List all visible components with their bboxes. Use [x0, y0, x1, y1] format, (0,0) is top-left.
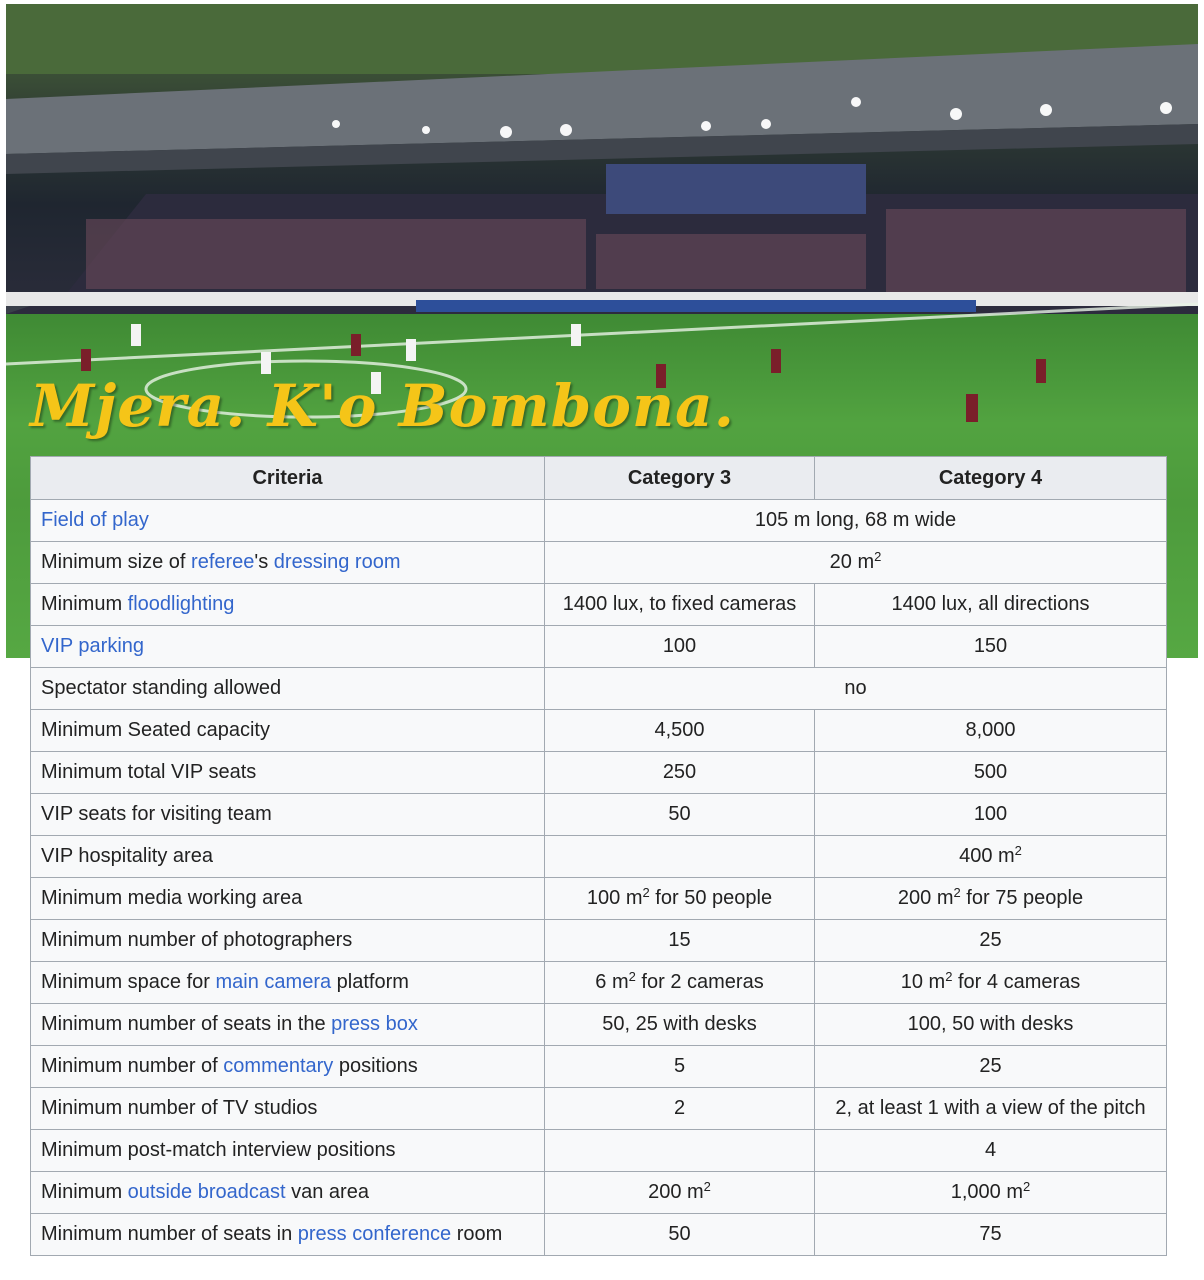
merged-value-cell: [545, 500, 1167, 542]
category-4-cell-value: 10 m: [900, 971, 946, 993]
category-4-cell-superscript: 2: [1023, 1179, 1031, 1194]
criteria-cell: [31, 878, 545, 920]
category-4-cell: [815, 1088, 1167, 1130]
category-4-cell-suffix: for 75 people: [960, 887, 1084, 909]
criteria-link[interactable]: Field of play: [41, 509, 149, 531]
category-3-cell-value: 250: [662, 761, 697, 783]
table-row: [31, 626, 1167, 668]
header-row: [31, 457, 1167, 500]
table-row: [31, 1172, 1167, 1214]
category-3-cell: [545, 1046, 815, 1088]
criteria-text: Minimum space for: [41, 971, 216, 993]
category-3-cell: [545, 794, 815, 836]
category-4-cell: [815, 1214, 1167, 1256]
category-3-cell-value: 15: [668, 929, 691, 951]
criteria-table: [30, 456, 1167, 1256]
category-3-cell: [545, 752, 815, 794]
category-4-cell-value: 100, 50 with desks: [907, 1013, 1074, 1035]
criteria-text: Minimum number of seats in: [41, 1223, 298, 1245]
category-3-cell: [545, 962, 815, 1004]
criteria-cell: [31, 710, 545, 752]
criteria-link[interactable]: referee: [191, 551, 255, 573]
table-row: [31, 668, 1167, 710]
criteria-cell: [31, 920, 545, 962]
category-3-cell: [545, 1130, 815, 1172]
criteria-text: VIP hospitality area: [41, 845, 213, 867]
category-4-cell: [815, 626, 1167, 668]
merged-value-cell: [545, 668, 1167, 710]
category-4-cell: [815, 1004, 1167, 1046]
category-3-cell: [545, 1172, 815, 1214]
header-category-3: Category 3: [545, 457, 815, 500]
category-3-cell: [545, 836, 815, 878]
criteria-text: Spectator standing allowed: [41, 677, 282, 699]
category-3-cell: [545, 920, 815, 962]
criteria-cell: [31, 1130, 545, 1172]
category-3-cell: [545, 626, 815, 668]
criteria-link[interactable]: press box: [331, 1013, 418, 1035]
criteria-text: Minimum total VIP seats: [41, 761, 257, 783]
table-body: [31, 500, 1167, 1256]
category-3-cell: [545, 1004, 815, 1046]
criteria-cell: [31, 962, 545, 1004]
criteria-link[interactable]: VIP parking: [41, 635, 145, 657]
category-3-cell-superscript: 2: [703, 1179, 711, 1194]
merged-value-cell-value: no: [844, 677, 867, 699]
category-4-cell: [815, 962, 1167, 1004]
criteria-link[interactable]: press conference: [297, 1223, 452, 1245]
category-3-cell-superscript: 2: [642, 885, 650, 900]
criteria-text: Minimum post-match interview positions: [41, 1139, 396, 1161]
header-category-4: Category 4: [815, 457, 1167, 500]
category-4-cell-value: 200 m: [897, 887, 954, 909]
criteria-text: Minimum number of: [41, 1055, 224, 1077]
criteria-cell: [31, 1172, 545, 1214]
category-4-cell: [815, 584, 1167, 626]
category-4-cell-suffix: for 4 cameras: [952, 971, 1081, 993]
category-4-cell-value: 150: [973, 635, 1008, 657]
category-4-cell-value: 2, at least 1 with a view of the pitch: [835, 1097, 1146, 1119]
criteria-text: Minimum: [41, 593, 128, 615]
criteria-text: VIP seats for visiting team: [41, 803, 272, 825]
criteria-text: Minimum Seated capacity: [41, 719, 270, 741]
category-4-cell: [815, 1046, 1167, 1088]
category-4-cell-value: 500: [973, 761, 1008, 783]
criteria-text: Minimum number of seats in the: [41, 1013, 332, 1035]
category-4-cell-value: 100: [973, 803, 1008, 825]
category-4-cell-value: 75: [979, 1223, 1002, 1245]
category-4-cell: [815, 920, 1167, 962]
category-4-cell-value: 1,000 m: [950, 1181, 1024, 1203]
table-row: [31, 920, 1167, 962]
category-4-cell-value: 1400 lux, all directions: [891, 593, 1090, 615]
category-4-cell: [815, 1172, 1167, 1214]
merged-value-cell-superscript: 2: [874, 549, 882, 564]
criteria-cell: [31, 752, 545, 794]
criteria-text: Minimum: [41, 1181, 128, 1203]
category-4-cell-value: 4: [984, 1139, 997, 1161]
table-row: [31, 962, 1167, 1004]
category-4-cell-value: 400 m: [959, 845, 1015, 867]
criteria-cell: [31, 1214, 545, 1256]
criteria-cell: [31, 836, 545, 878]
category-3-cell-value: 50: [668, 1223, 691, 1245]
category-4-cell: [815, 836, 1167, 878]
category-3-cell-value: 50, 25 with desks: [602, 1013, 757, 1035]
category-4-cell: [815, 794, 1167, 836]
merged-value-cell-value: 105 m long, 68 m wide: [754, 509, 957, 531]
category-4-cell: [815, 710, 1167, 752]
category-3-cell-value: 50: [668, 803, 691, 825]
criteria-cell: [31, 668, 545, 710]
criteria-text: 's: [254, 551, 274, 573]
category-4-cell-superscript: 2: [953, 885, 961, 900]
criteria-cell: [31, 626, 545, 668]
merged-value-cell: [545, 542, 1167, 584]
criteria-link[interactable]: dressing room: [273, 551, 401, 573]
table-row: [31, 1088, 1167, 1130]
category-3-cell-value: 6 m: [595, 971, 629, 993]
table-row: [31, 500, 1167, 542]
category-3-cell-value: 2: [673, 1097, 686, 1119]
criteria-text: Minimum size of: [41, 551, 192, 573]
table-row: [31, 710, 1167, 752]
category-4-cell-value: 8,000: [965, 719, 1016, 741]
merged-value-cell-value: 20 m: [829, 551, 875, 573]
table-row: [31, 1004, 1167, 1046]
category-3-cell: [545, 878, 815, 920]
criteria-cell: [31, 1088, 545, 1130]
category-3-cell-suffix: for 2 cameras: [635, 971, 764, 993]
table-row: [31, 794, 1167, 836]
category-3-cell-value: 100: [662, 635, 697, 657]
criteria-cell: [31, 794, 545, 836]
table-row: [31, 878, 1167, 920]
criteria-text: Minimum number of TV studios: [41, 1097, 318, 1119]
table-row: [31, 1214, 1167, 1256]
category-3-cell-value: 5: [673, 1055, 686, 1077]
category-4-cell-value: 25: [979, 1055, 1002, 1077]
criteria-cell: [31, 542, 545, 584]
category-4-cell-value: 25: [979, 929, 1002, 951]
criteria-link[interactable]: floodlighting: [127, 593, 235, 615]
category-3-cell-suffix: for 50 people: [649, 887, 773, 909]
criteria-text: van area: [285, 1181, 369, 1203]
category-4-cell: [815, 1130, 1167, 1172]
category-3-cell-value: 1400 lux, to fixed cameras: [562, 593, 797, 615]
criteria-link[interactable]: main camera: [215, 971, 332, 993]
criteria-text: Minimum media working area: [41, 887, 303, 909]
table-row: [31, 1046, 1167, 1088]
table-row: [31, 584, 1167, 626]
criteria-cell: [31, 584, 545, 626]
category-3-cell-superscript: 2: [628, 969, 636, 984]
category-3-cell: [545, 1214, 815, 1256]
table-row: [31, 542, 1167, 584]
table-row: [31, 836, 1167, 878]
criteria-cell: [31, 1046, 545, 1088]
category-3-cell: [545, 1088, 815, 1130]
category-3-cell-value: 4,500: [654, 719, 705, 741]
header-criteria: Criteria: [31, 457, 545, 500]
criteria-text: room: [451, 1223, 503, 1245]
criteria-link[interactable]: commentary: [223, 1055, 334, 1077]
table-row: [31, 752, 1167, 794]
category-4-cell-superscript: 2: [945, 969, 953, 984]
category-3-cell: [545, 710, 815, 752]
criteria-cell: [31, 1004, 545, 1046]
category-4-cell: [815, 752, 1167, 794]
category-3-cell-value: 100 m: [586, 887, 643, 909]
category-3-cell: [545, 584, 815, 626]
caption-text: Mjera. K'o Bombona.: [30, 372, 735, 440]
category-4-cell-superscript: 2: [1014, 843, 1022, 858]
criteria-cell: [31, 500, 545, 542]
criteria-text: positions: [333, 1055, 418, 1077]
criteria-link[interactable]: outside broadcast: [127, 1181, 286, 1203]
category-4-cell: [815, 878, 1167, 920]
criteria-text: Minimum number of photographers: [41, 929, 353, 951]
table-row: [31, 1130, 1167, 1172]
criteria-text: platform: [331, 971, 409, 993]
category-3-cell-value: 200 m: [648, 1181, 704, 1203]
